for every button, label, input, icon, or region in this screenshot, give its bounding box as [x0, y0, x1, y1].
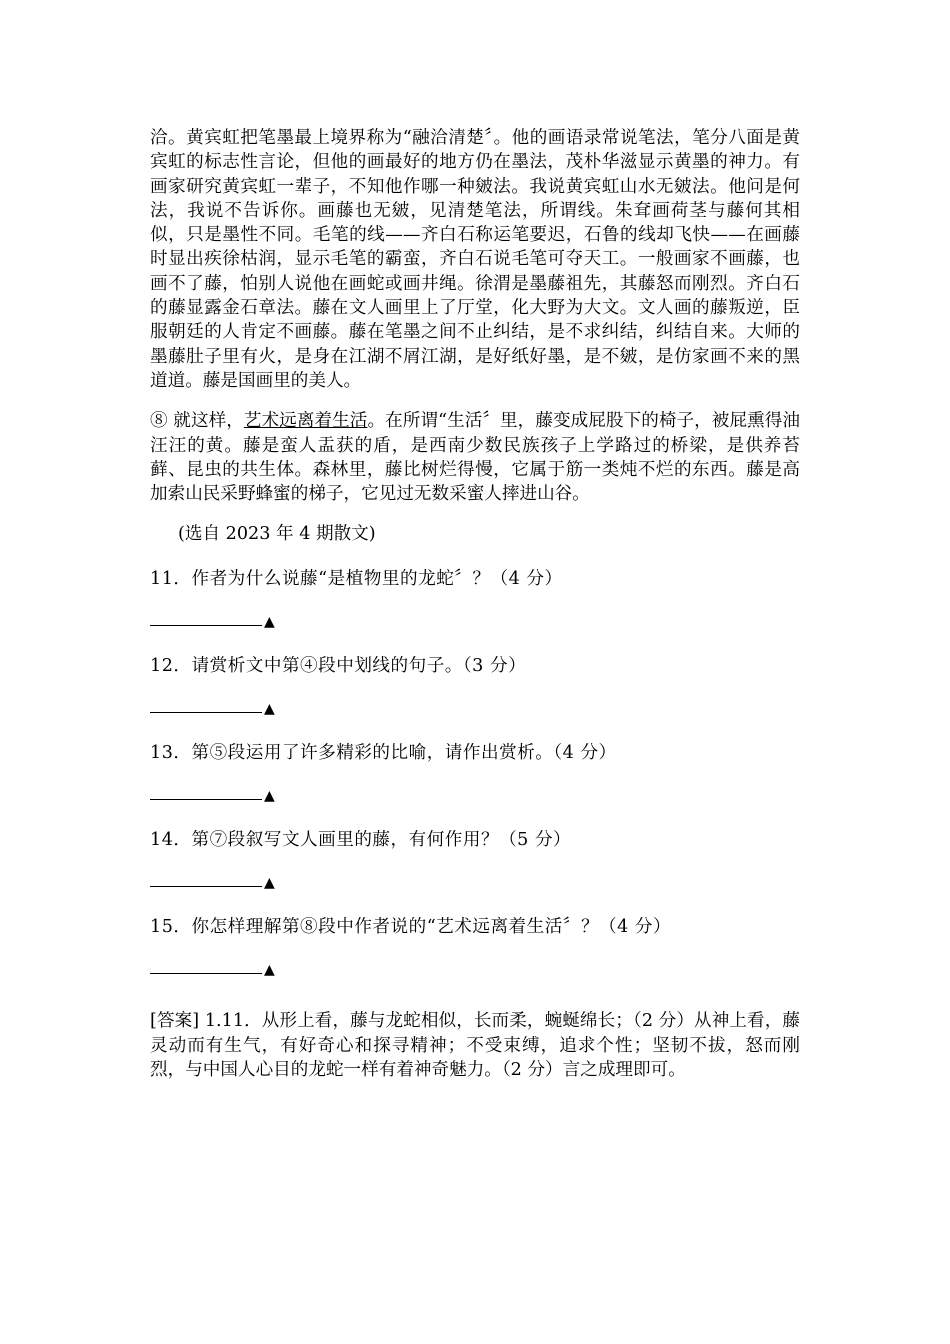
answer-blank[interactable]	[150, 609, 800, 633]
answer-blank[interactable]	[150, 696, 800, 720]
triangle-marker-icon: ▲	[264, 962, 275, 979]
paragraph-8	[150, 409, 800, 506]
paragraph-8-rest: 。在所谓“生活〞里，藤变成屁股下的椅子，被屁熏得油汪汪的黄。藤是蛮人盂获的盾，是西南少数民族孩子上学路过的桥梁，是供养苔藓、昆虫的共生体。森林里，藤比树烂得慢，它属于筋一类炖不烂的东西。藤是高加索山民采野蜂蜜的梯子，它见过无数采蜜人摔进山谷。	[150, 411, 800, 505]
answer-blank[interactable]	[150, 957, 800, 981]
triangle-marker-icon: ▲	[264, 701, 275, 718]
blank-line	[150, 870, 262, 887]
question-text: 15．你怎样理解第⑧段中作者说的“艺术远离着生活〞？（4 分）	[150, 917, 672, 938]
question-13	[150, 741, 800, 807]
document-page	[150, 126, 800, 1082]
question-11	[150, 567, 800, 633]
blank-line	[150, 957, 262, 974]
blank-line	[150, 609, 262, 626]
question-12	[150, 654, 800, 720]
paragraph-7: 洽。黄宾虹把笔墨最上境界称为“融洽清楚〞。他的画语录常说笔法，笔分八面是黄宾虹的标志性言论，但他的画最好的地方仍在墨法，茂朴华滋显示黄墨的神力。有画家研究黄宾虹一辈子，不知他作哪一种皴法。我说黄宾虹山水无皴法。他问是何法，我说不告诉你。画藤也无皴，见清楚笔法，所谓线。朱耷画荷茎与藤何其相似，只是墨性不同。毛笔的线——齐白石称运笔要迟，石鲁的线却飞快——在画藤时显出疾徐枯润，显示毛笔的霸蛮，齐白石说毛笔可夺天工。一般画家不画藤，也画不了藤，怕别人说他在画蛇或画井绳。徐渭是墨藤祖先，其藤怒而刚烈。齐白石的藤显露金石章法。藤在文人画里上了厅堂，化大野为大文。文人画的藤叛逆，臣服朝廷的人肯定不画藤。藤在笔墨之间不止纠结，是不求纠结，纠结自来。大师的墨藤肚子里有火，是身在江湖不屑江湖，是好纸好墨，是不皴，是仿家画不来的黑道道。藤是国画里的美人。	[150, 128, 800, 391]
triangle-marker-icon: ▲	[264, 614, 275, 631]
question-15	[150, 915, 800, 981]
answer-blank[interactable]	[150, 870, 800, 894]
answer-blank[interactable]	[150, 783, 800, 807]
paragraph-8-underlined-phrase: 艺术远离着生活	[243, 411, 368, 432]
question-text: 12．请赏析文中第④段中划线的句子。（3 分）	[150, 656, 527, 677]
question-text: 13．第⑤段运用了许多精彩的比喻，请作出赏析。（4 分）	[150, 743, 617, 764]
blank-line	[150, 783, 262, 800]
blank-line	[150, 696, 262, 713]
paragraph-8-lead: ⑧ 就这样，	[150, 411, 244, 432]
triangle-marker-icon: ▲	[264, 788, 275, 805]
question-text: 11．作者为什么说藤“是植物里的龙蛇〞？（4 分）	[150, 569, 563, 590]
answer-key: [答案] 1.11．从形上看，藤与龙蛇相似，长而柔，蜿蜒绵长；（2 分）从神上看，藤灵动而有生气，有好奇心和探寻精神；不受束缚，追求个性；坚韧不拔，怒而刚烈，与中国人心目的龙蛇一样有着神奇魅力。（2 分）言之成理即可。	[150, 1011, 800, 1081]
question-text: 14．第⑦段叙写文人画里的藤，有何作用？（5 分）	[150, 830, 572, 851]
source-citation: (选自 2023 年 4 期散文)	[178, 524, 376, 545]
question-14	[150, 828, 800, 894]
triangle-marker-icon: ▲	[264, 875, 275, 892]
